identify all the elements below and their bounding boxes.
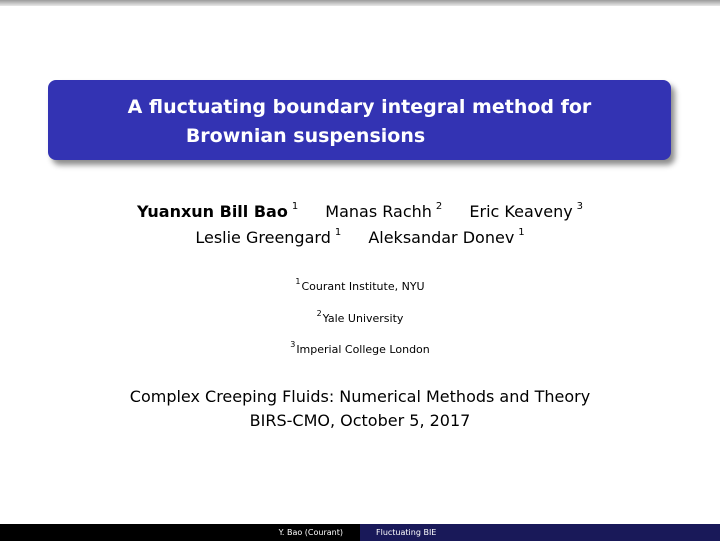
footer-bar (0, 524, 720, 541)
conference-date: BIRS-CMO, October 5, 2017 (249, 411, 471, 430)
title-box (48, 80, 671, 160)
affiliation-name: Yale University (322, 312, 404, 325)
author-name: Aleksandar Donev (368, 228, 515, 247)
author (368, 228, 524, 247)
author-name: Leslie Greengard (195, 228, 331, 247)
affiliation-name: Imperial College London (296, 343, 430, 356)
conference-name: Complex Creeping Fluids: Numerical Methods and Theory (129, 387, 591, 406)
affiliation-name: Courant Institute, NYU (301, 280, 425, 293)
affiliation-mark: 2 (316, 309, 322, 319)
title-line-1: A fluctuating boundary integral method for (127, 96, 592, 118)
affiliation-mark: 1 (295, 277, 301, 287)
author-affil-mark: 1 (518, 226, 525, 238)
affiliation (0, 340, 720, 356)
top-rule (0, 0, 720, 6)
author-name: Manas Rachh (325, 202, 432, 221)
author-row-1 (0, 199, 720, 225)
author-affil-mark: 1 (334, 226, 342, 238)
author-affil-mark: 2 (435, 200, 443, 212)
author-name: Eric Keaveny (469, 202, 573, 221)
conference-info (0, 385, 720, 433)
author-row-2 (0, 225, 720, 251)
author-name: Yuanxun Bill Bao (136, 202, 288, 221)
author (469, 202, 583, 221)
affiliation (0, 309, 720, 325)
author-affil-mark: 3 (576, 200, 584, 212)
affiliation-mark: 3 (290, 340, 296, 350)
author-affil-mark: 1 (291, 200, 299, 212)
author-presenter (137, 202, 298, 221)
author (325, 202, 442, 221)
affiliation (0, 277, 720, 293)
slide-title (48, 93, 671, 151)
author-list (0, 199, 720, 251)
footer-short-title: Fluctuating BIE (360, 524, 720, 541)
title-line-2: Brownian suspensions (185, 125, 426, 147)
author (195, 228, 341, 247)
footer-author: Y. Bao (Courant) (0, 524, 360, 541)
